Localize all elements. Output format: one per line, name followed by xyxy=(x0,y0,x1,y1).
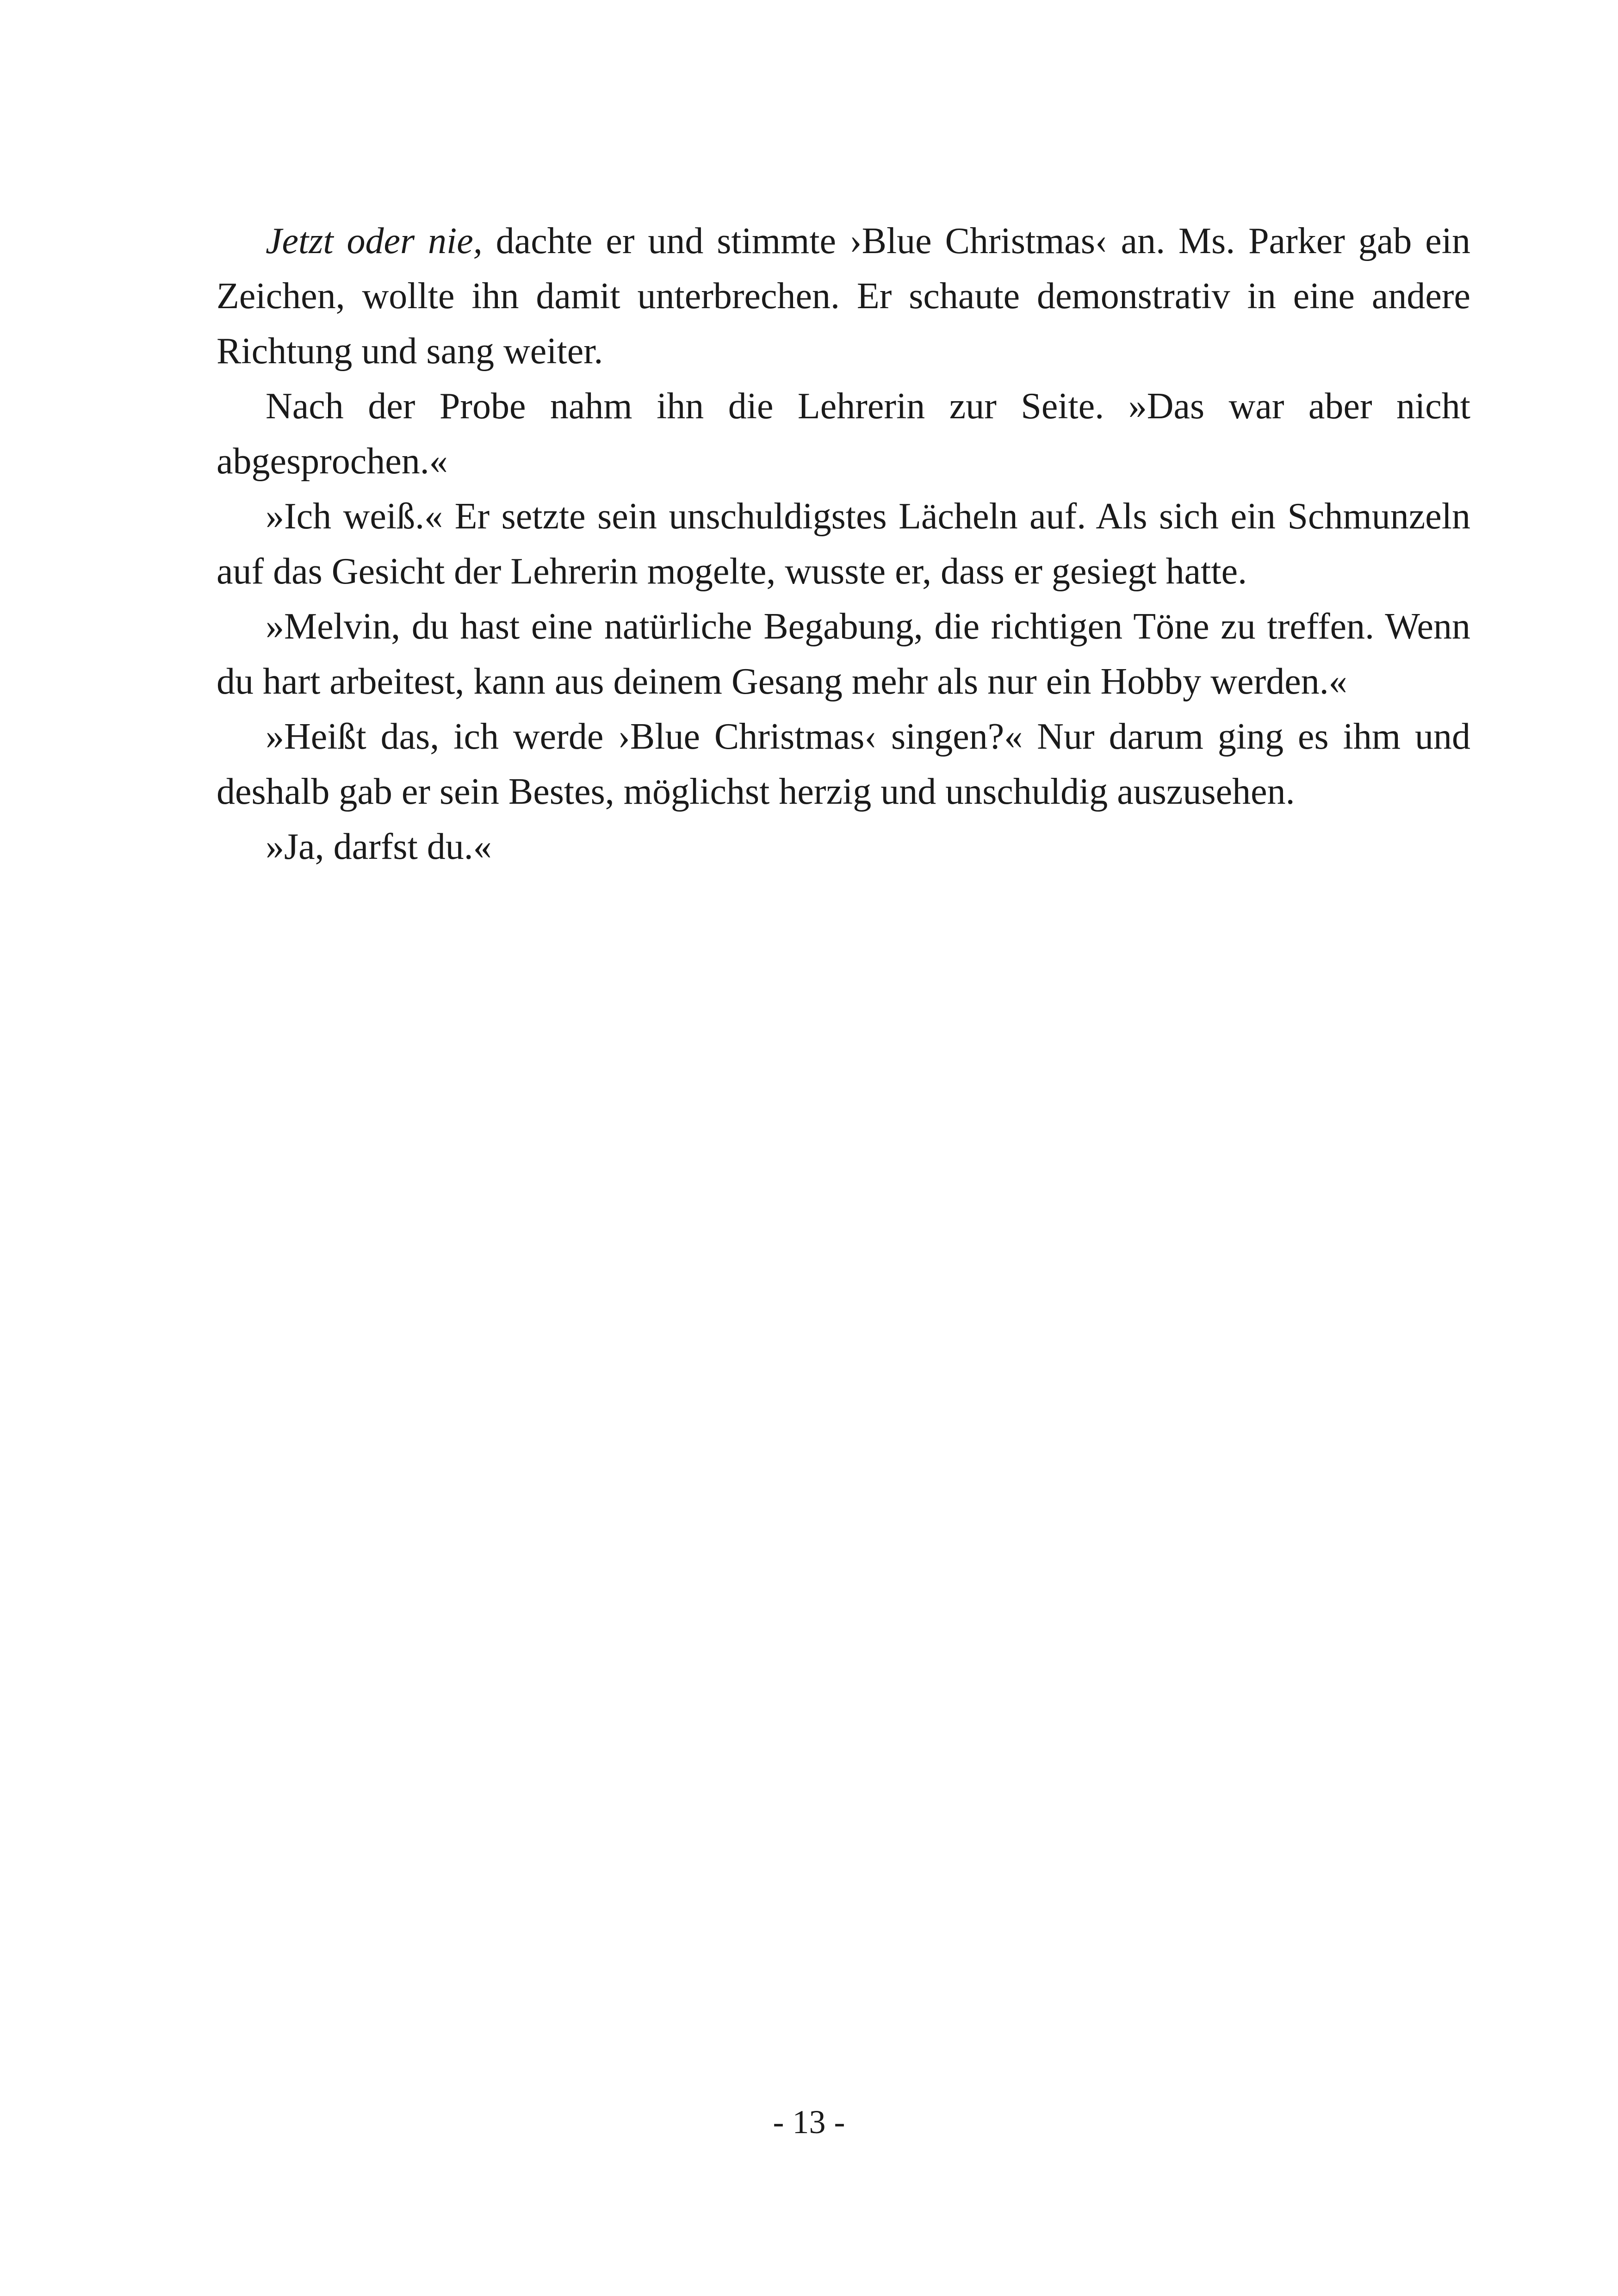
paragraph-text: dachte er und stimmte ›Blue Christmas‹ an. Ms. Parker gab ein Zeichen, wollte ihn damit unterbrechen. Er schaute demonstrativ in eine andere Richtung und sang weiter. xyxy=(217,221,1470,372)
body-text xyxy=(217,214,1470,875)
italic-phrase: Jetzt oder nie, xyxy=(266,221,483,261)
page-number: - 13 - xyxy=(773,2104,845,2141)
paragraph-6 xyxy=(217,819,1470,875)
paragraph-2 xyxy=(217,379,1470,489)
paragraph-text: »Ja, darfst du.« xyxy=(266,826,492,867)
paragraph-5 xyxy=(217,709,1470,819)
paragraph-text: »Heißt das, ich werde ›Blue Christmas‹ singen?« Nur darum ging es ihm und deshalb gab er sein Bestes, möglichst herzig und unschuldig auszusehen. xyxy=(217,716,1470,812)
paragraph-4 xyxy=(217,599,1470,709)
paragraph-1 xyxy=(217,214,1470,379)
paragraph-text: »Ich weiß.« Er setzte sein unschuldigstes Lächeln auf. Als sich ein Schmunzeln auf das Gesicht der Lehrerin mogelte, wusste er, dass er gesiegt hatte. xyxy=(217,496,1470,592)
paragraph-3 xyxy=(217,489,1470,599)
paragraph-text: »Melvin, du hast eine natürliche Begabung, die richtigen Töne zu treffen. Wenn du hart arbeitest, kann aus deinem Gesang mehr als nur ein Hobby werden.« xyxy=(217,606,1470,702)
paragraph-text: Nach der Probe nahm ihn die Lehrerin zur Seite. »Das war aber nicht abgesprochen.« xyxy=(217,386,1470,482)
